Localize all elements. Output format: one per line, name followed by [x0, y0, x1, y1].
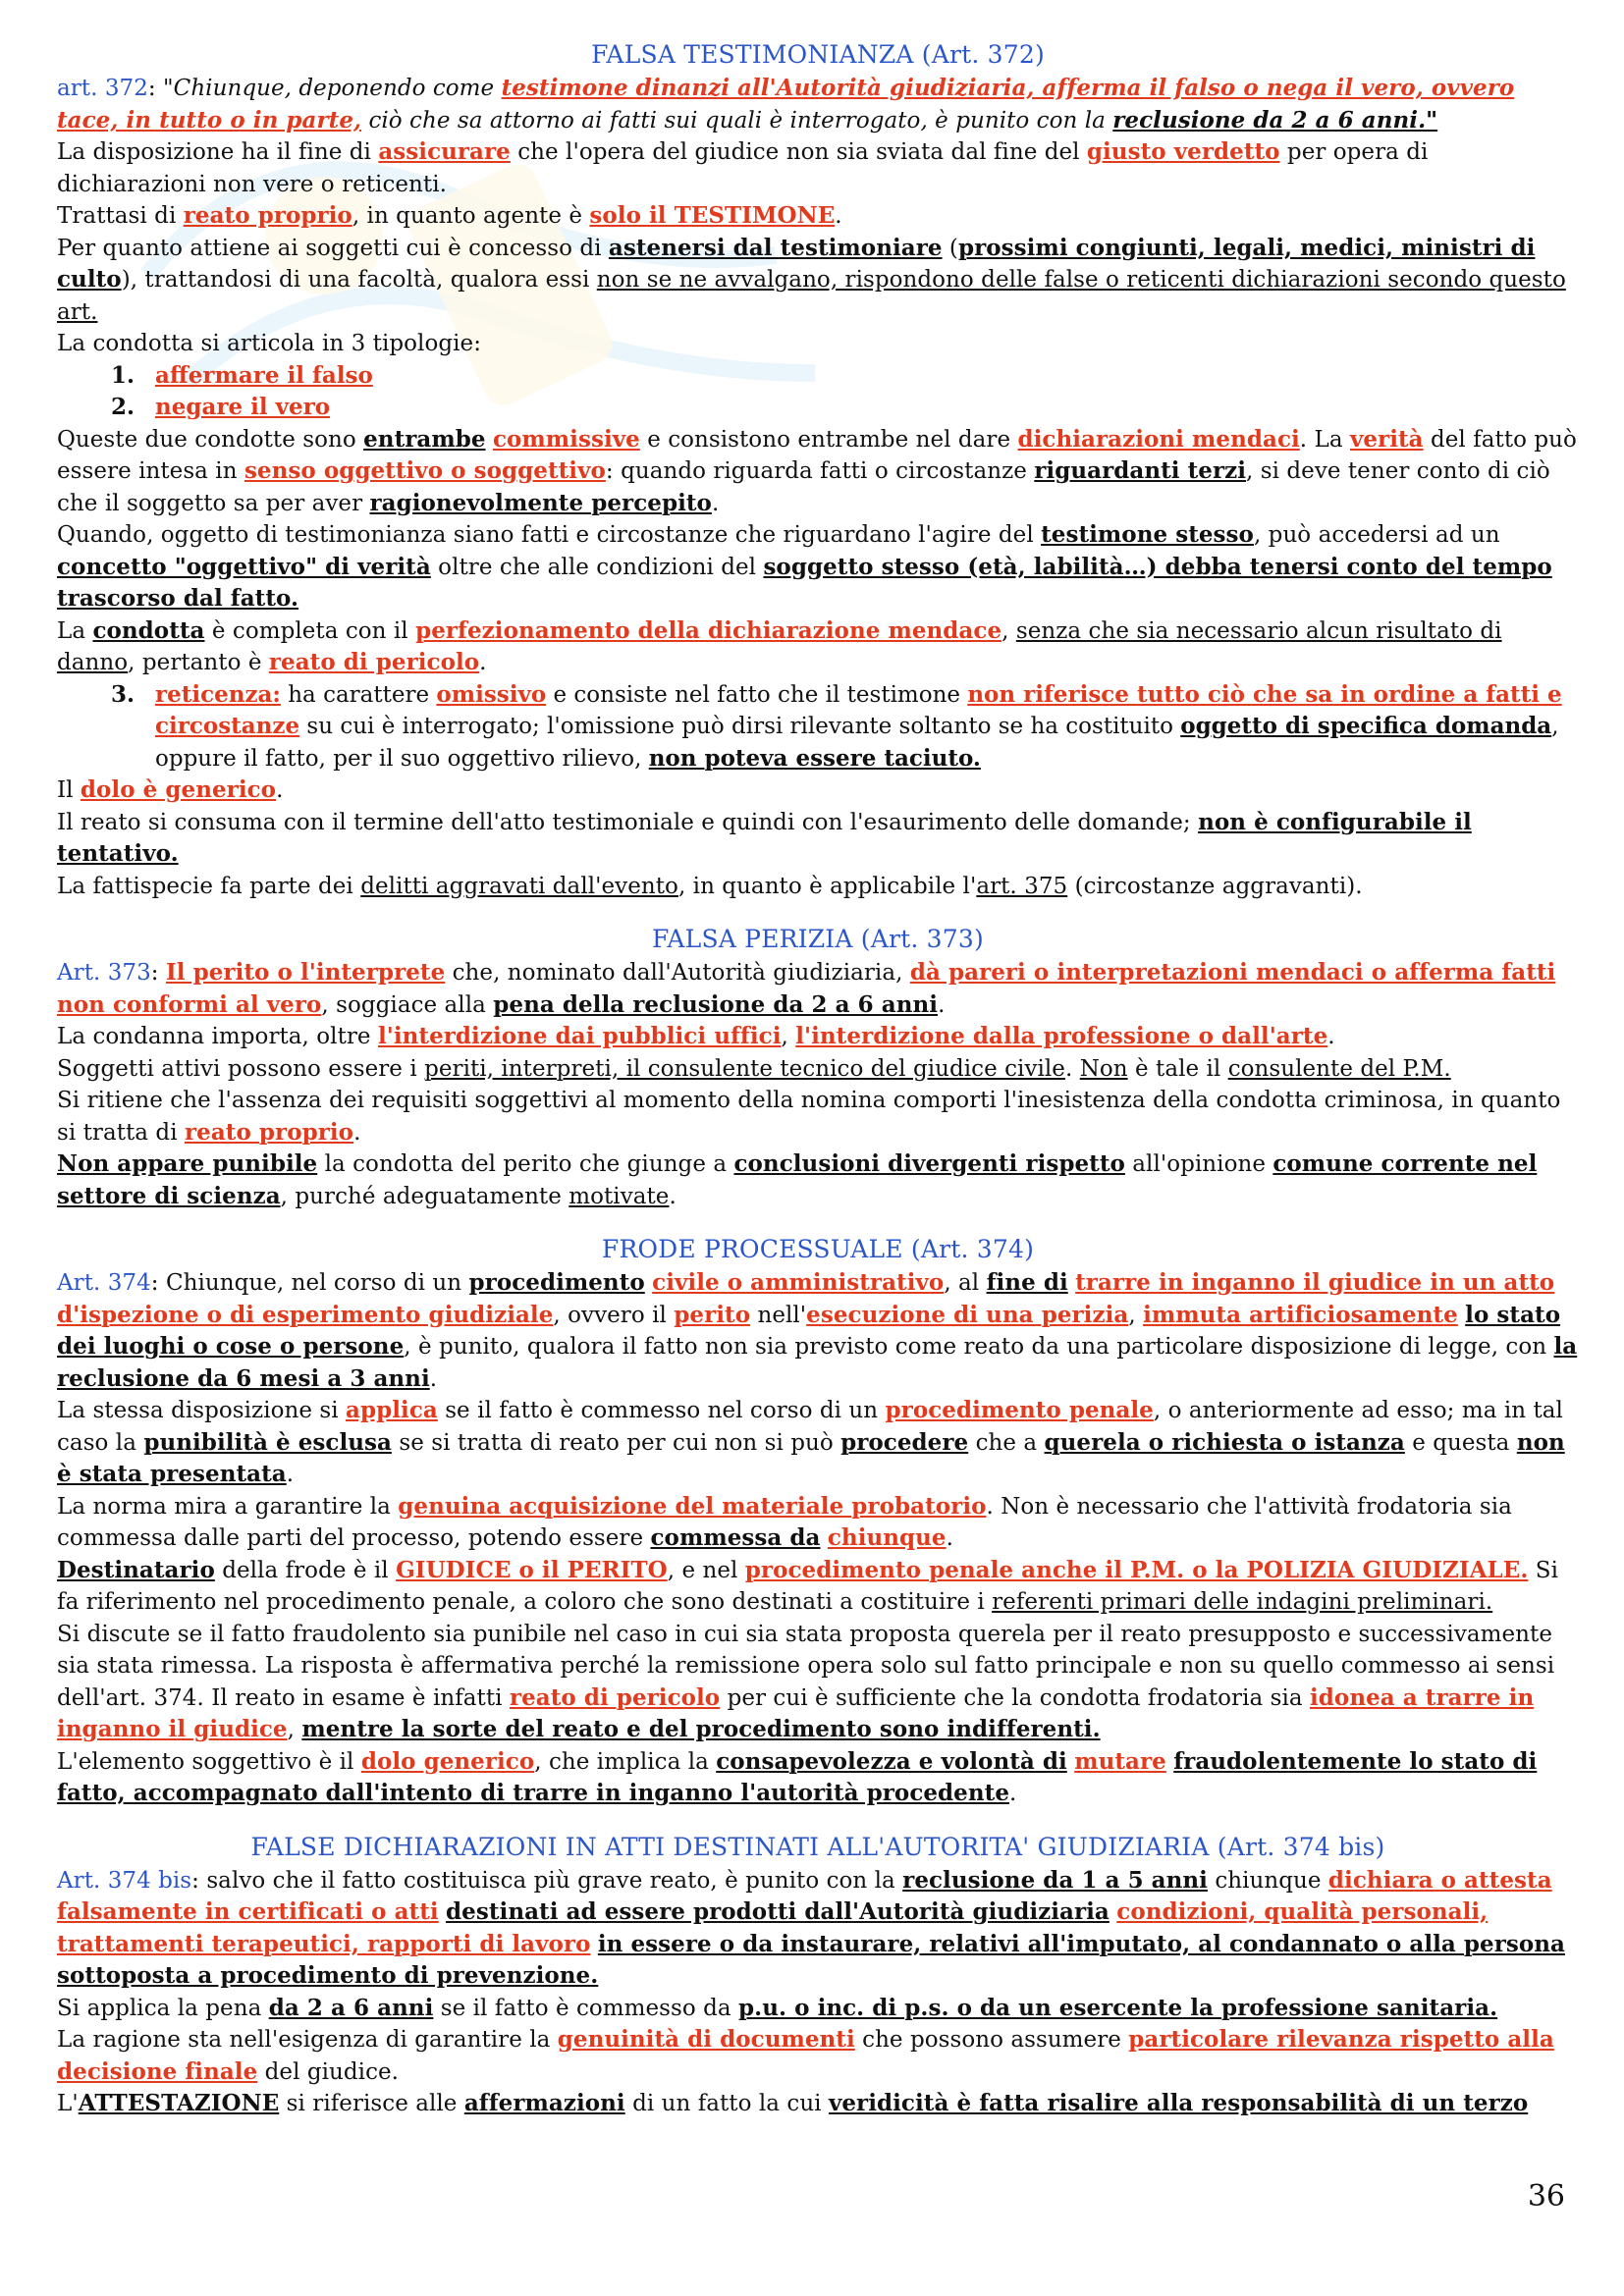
text-run: Il [57, 777, 81, 803]
text-run: mentre la sorte del reato e del procedimento sono indifferenti. [301, 1716, 1101, 1742]
text-run: oggetto di specifica domanda [1180, 713, 1552, 739]
text-run: . [946, 1525, 953, 1551]
paragraph [57, 871, 1579, 903]
text-run: immuta artificiosamente [1143, 1301, 1458, 1328]
text-run: all'opinione [1124, 1151, 1273, 1177]
section-title: FALSA TESTIMONIANZA (Art. 372) [591, 40, 1045, 69]
text-run: consulente del P.M. [1227, 1055, 1451, 1082]
text-run: La stessa disposizione si [57, 1398, 347, 1423]
text-run: testimone dinanzi all'Autorità giudiziaria, afferma il falso o nega il vero, ovvero tace, in tutto o in parte, [57, 75, 1515, 133]
text-run: procedimento penale [885, 1397, 1154, 1423]
text-run: , oppure il fatto, per il suo oggettivo rilievo, [155, 714, 1559, 772]
numbered-list [57, 679, 1579, 775]
text-run: , [287, 1717, 302, 1742]
paragraph [57, 73, 1579, 136]
text-run: nell' [750, 1302, 807, 1328]
text-run: . [711, 490, 720, 516]
text-run: mutare [1074, 1747, 1166, 1775]
text-run: ), trattandosi di una facoltà, qualora essi [121, 267, 597, 293]
document-page [57, 39, 1579, 2142]
text-run: che, nominato dall'Autorità giudiziaria, [445, 960, 910, 986]
text-run: reato proprio [183, 202, 352, 229]
list-item [57, 679, 1579, 775]
text-run: L' [57, 2091, 79, 2116]
text-run [590, 1932, 597, 1957]
text-run: Trattasi di [57, 203, 184, 229]
text-run: non se ne avvalgano, rispondono delle false o reticenti dichiarazioni secondo questo art. [57, 267, 1566, 325]
text-run: fine di [986, 1269, 1068, 1296]
paragraph [57, 200, 1579, 233]
text-run: che l'opera del giudice non sia sviata dal fine del [510, 139, 1087, 165]
paragraph [57, 1993, 1579, 2025]
page-number: 36 [1527, 2179, 1565, 2214]
text-run: . [835, 203, 842, 229]
text-run: La fattispecie fa parte dei [57, 873, 361, 899]
text-run: dolo generico [360, 1747, 535, 1775]
text-run: motivate [568, 1183, 670, 1209]
text-run: . [429, 1365, 438, 1392]
text-run: Si applica la pena [57, 1995, 269, 2021]
text-run: in essere o da instaurare, relativi all'imputato, al condannato o alla persona sottoposta a procedimento di prevenzione. [57, 1930, 1565, 1989]
text-run: La condanna importa, oltre [57, 1024, 378, 1049]
text-run: . [286, 1462, 295, 1487]
paragraph [57, 233, 1579, 329]
text-run: genuinità di documenti [557, 2026, 855, 2053]
text-run: La disposizione ha il fine di [57, 139, 379, 165]
text-run: periti, interpreti, il consulente tecnico del giudice civile [424, 1055, 1065, 1082]
text-run: pena della reclusione da 2 a 6 anni [493, 990, 939, 1018]
paragraph [57, 1267, 1579, 1395]
text-run: chiunque [827, 1524, 947, 1551]
section [57, 1234, 1579, 1810]
text-run: e consiste nel fatto che il testimone [546, 681, 968, 708]
text-run: l'interdizione dalla professione o dall'arte [795, 1023, 1328, 1049]
text-run: La condotta si articola in 3 tipologie: [57, 331, 481, 356]
text-run: p.u. o inc. di p.s. o da un esercente la professione sanitaria. [738, 1994, 1498, 2021]
text-run: consapevolezza e volontà di [716, 1747, 1067, 1775]
text-run: da 2 a 6 anni [268, 1994, 434, 2021]
text-run [439, 1899, 446, 1925]
text-run: . [1009, 1781, 1017, 1806]
text-run: procedere [840, 1428, 969, 1456]
paragraph [57, 615, 1579, 679]
text-run: perfezionamento della dichiarazione mendace [415, 616, 1002, 644]
paragraph [57, 1148, 1579, 1212]
text-run: Queste due condotte sono [57, 426, 364, 453]
text-run: destinati ad essere prodotti dall'Autorità giudiziaria [446, 1898, 1110, 1925]
paragraph [57, 424, 1579, 520]
text-run: Art. 374 bis [57, 1867, 192, 1894]
paragraph [57, 774, 1579, 807]
text-run: esecuzione di una perizia [806, 1301, 1129, 1328]
text-run: . [479, 650, 487, 675]
text-run: del fatto può essere intesa in [57, 426, 1577, 484]
text-run: , [781, 1024, 796, 1049]
text-run: art. 372 [57, 76, 148, 101]
text-run: condotta [92, 616, 205, 644]
text-run: , al [944, 1270, 987, 1296]
text-run: ciò che sa attorno ai fatti sui quali è interrogato, è punito con la [361, 107, 1113, 133]
text-run: conclusioni divergenti rispetto [733, 1150, 1125, 1177]
text-run: e questa [1404, 1429, 1517, 1456]
paragraph [57, 1619, 1579, 1746]
list-number: 2. [111, 394, 135, 420]
paragraph [57, 1021, 1579, 1053]
text-run: reato di pericolo [509, 1683, 721, 1711]
text-run: condizioni, qualità personali, trattamenti terapeutici, rapporti di lavoro [57, 1898, 1489, 1957]
section-title: FALSA PERIZIA (Art. 373) [652, 925, 984, 953]
text-run: lo stato dei luoghi o cose o persone [57, 1301, 1561, 1360]
text-run: reticenza: [155, 680, 281, 708]
paragraph [57, 328, 1579, 360]
text-run: non riferisce tutto ciò che sa in ordine a fatti e circostanze [155, 680, 1562, 739]
text-run: procedimento penale anche il P.M. o la POLIZIA GIUDIZIALE. [744, 1556, 1529, 1583]
text-run: testimone stesso [1041, 521, 1254, 548]
text-run: di un fatto la cui [624, 2091, 829, 2116]
text-run: referenti primari delle indagini preliminari. [992, 1589, 1493, 1615]
text-run: è tale il [1127, 1055, 1228, 1082]
text-run: l'interdizione dai pubblici uffici [377, 1023, 782, 1049]
text-run: che possono assumere [854, 2027, 1129, 2053]
text-run: querela o richiesta o istanza [1044, 1428, 1405, 1456]
list-item [57, 360, 1579, 393]
text-run: solo il TESTIMONE [589, 202, 836, 229]
text-run: se il fatto è commesso da [433, 1995, 739, 2021]
text-run: Non appare punibile [57, 1150, 318, 1177]
text-run: del giudice. [257, 2058, 400, 2085]
text-run: Art. 374 [57, 1270, 151, 1296]
text-run: reato proprio [184, 1118, 354, 1146]
text-run: . La [1299, 426, 1350, 453]
text-run: prossimi congiunti, legali, medici, ministri di culto [57, 234, 1536, 293]
text-run: . [938, 991, 946, 1018]
text-run: L'elemento soggettivo è il [57, 1748, 361, 1775]
text-run: La ragione sta nell'esigenza di garantire la [57, 2027, 558, 2053]
text-run: (circostanze aggravanti). [1067, 873, 1363, 899]
paragraph [57, 1555, 1579, 1619]
text-run: non è configurabile il tentativo. [57, 808, 1472, 867]
text-run: ragionevolmente percepito [369, 489, 712, 516]
text-run: riguardanti terzi [1034, 457, 1247, 484]
text-run: . Non è necessario che l'attività frodatoria sia commessa dalle parti del processo, potendo essere [57, 1493, 1512, 1551]
text-run: . [276, 777, 284, 803]
text-run: non è stata presentata [57, 1428, 1565, 1487]
text-run: Quando, oggetto di testimonianza siano fatti e circostanze che riguardano l'agire del [57, 522, 1042, 548]
text-run: art. 375 [976, 873, 1068, 899]
paragraph [57, 957, 1579, 1021]
text-run: La [57, 617, 93, 644]
text-run: Il reato si consuma con il termine dell'atto testimoniale e quindi con l'esaurimento delle domande; [57, 809, 1199, 835]
text-run: . [353, 1119, 361, 1146]
text-run: , purché adeguatamente [280, 1183, 569, 1209]
text-run: : " [147, 76, 174, 101]
text-run: . [669, 1183, 677, 1209]
text-run: oltre che alle condizioni del [430, 554, 764, 580]
text-run: idonea a trarre in inganno il giudice [57, 1683, 1535, 1742]
text-run: : [150, 960, 166, 986]
text-run: commissive [492, 425, 640, 453]
text-run: , [1128, 1302, 1144, 1328]
text-run: , pertanto è [128, 650, 269, 675]
text-run: della frode è il [214, 1557, 397, 1583]
text-run: si riferisce alle [279, 2091, 464, 2116]
text-run: per opera di dichiarazioni non vere o reticenti. [57, 139, 1429, 197]
text-run: reclusione da 1 a 5 anni [902, 1866, 1208, 1894]
text-run: dichiarazioni mendaci [1017, 425, 1300, 453]
numbered-list [57, 360, 1579, 424]
text-run: è completa con il [204, 617, 416, 644]
text-run: affermazioni [463, 2090, 625, 2116]
text-run [821, 1525, 828, 1551]
section [57, 1832, 1579, 2120]
text-run: trarre in inganno il giudice in un atto d'ispezione o di esperimento giudiziale [57, 1269, 1555, 1328]
text-run: Chiunque, deponendo come [173, 76, 502, 101]
text-run: omissivo [436, 680, 547, 708]
section [57, 39, 1579, 902]
text-run: giusto verdetto [1086, 138, 1280, 165]
paragraph [57, 1053, 1579, 1086]
text-run: commessa da [650, 1524, 821, 1551]
text-run: GIUDICE o il PERITO [396, 1556, 668, 1583]
text-run: , in quanto è applicabile l' [677, 873, 977, 899]
text-run: perito [674, 1301, 751, 1328]
text-run: , che implica la [534, 1748, 717, 1775]
text-run: verità [1349, 425, 1424, 453]
paragraph [57, 1865, 1579, 1993]
text-run: astenersi dal testimoniare [608, 234, 943, 261]
section-title: FRODE PROCESSUALE (Art. 374) [601, 1235, 1035, 1263]
text-run: dichiara o attesta falsamente in certificati o atti [57, 1866, 1552, 1925]
text-run: reato di pericolo [268, 649, 480, 675]
paragraph [57, 519, 1579, 615]
text-run: entrambe [363, 425, 486, 453]
paragraph [57, 1395, 1579, 1491]
text-run: dolo è generico [80, 776, 277, 803]
text-run [486, 427, 493, 453]
paragraph [57, 1085, 1579, 1148]
paragraph [57, 1746, 1579, 1810]
text-run: ( [942, 235, 958, 261]
text-run: la condotta del perito che giunge a [317, 1151, 734, 1177]
text-run: concetto "oggettivo" di verità [57, 553, 431, 580]
text-run: per cui è sufficiente che la condotta frodatoria sia [720, 1684, 1311, 1711]
text-run: senso oggettivo o soggettivo [244, 457, 606, 484]
text-run: veridicità è fatta risalire alla responsabilità di un terzo [828, 2090, 1529, 2116]
text-run: , e nel [667, 1557, 745, 1583]
list-item [57, 392, 1579, 424]
text-run: genuina acquisizione del materiale probatorio [398, 1492, 987, 1520]
text-run: Per quanto attiene ai soggetti cui è concesso di [57, 235, 609, 261]
paragraph [57, 2024, 1579, 2088]
text-run: soggetto stesso (età, labilità…) debba tenersi conto del tempo trascorso dal fatto. [57, 553, 1552, 612]
text-run: : quando riguarda fatti o circostanze [605, 458, 1035, 484]
text-run: : Chiunque, nel corso di un [150, 1270, 469, 1296]
text-run: , soggiace alla [321, 991, 494, 1018]
text-run: , può accedersi ad un [1253, 522, 1500, 548]
text-run: , è punito, qualora il fatto non sia previsto come reato da una particolare disposizione di legge, con [404, 1334, 1554, 1360]
text-run: e consistono entrambe nel dare [639, 426, 1018, 453]
text-run: Si discute se il fatto fraudolento sia punibile nel caso in cui sia stata proposta querela per il reato presupposto e successivamente sia stata rimessa. La risposta è affermativa perché la remissione opera solo sul fatto principale e non su quello commesso ai sensi dell'art. 374. Il reato in esame è infatti [57, 1621, 1555, 1711]
paragraph [57, 807, 1579, 871]
text-run: ATTESTAZIONE [78, 2090, 280, 2116]
list-number: 3. [111, 680, 135, 708]
text-run: se si tratta di reato per cui non si può [391, 1429, 841, 1456]
text-run: , o anteriormente ad esso; ma in tal caso la [57, 1398, 1563, 1456]
text-run: dà pareri o interpretazioni mendaci o afferma fatti non conformi al vero [57, 959, 1556, 1018]
text-run: comune corrente nel settore di scienza [57, 1150, 1538, 1209]
text-run: non poteva essere taciuto. [648, 744, 981, 772]
text-run: affermare il falso [155, 361, 373, 389]
paragraph [57, 1491, 1579, 1555]
text-run: , [1001, 617, 1016, 644]
text-run: senza che sia necessario alcun risultato di danno [57, 617, 1502, 675]
text-run: ha carattere [280, 681, 437, 708]
section-title: FALSE DICHIARAZIONI IN ATTI DESTINATI ALL'AUTORITA' GIUDIZIARIA (Art. 374 bis) [250, 1832, 1385, 1861]
text-run: , si deve tener conto di ciò che il soggetto sa per aver [57, 458, 1550, 516]
text-run: assicurare [378, 138, 511, 165]
section [57, 924, 1579, 1212]
text-run: La norma mira a garantire la [57, 1493, 399, 1520]
text-run: Si fa riferimento nel procedimento penale, a coloro che sono destinati a costituire i [57, 1557, 1558, 1615]
text-run: Non [1079, 1055, 1128, 1082]
text-run: . [1064, 1055, 1080, 1082]
text-run: procedimento [468, 1269, 645, 1296]
text-run: particolare rilevanza rispetto alla decisione finale [57, 2026, 1554, 2085]
text-run: delitti aggravati dall'evento [360, 873, 678, 899]
text-run: punibilità è esclusa [143, 1428, 392, 1456]
text-run: Art. 373 [57, 960, 151, 986]
text-run: , in quanto agente è [352, 203, 590, 229]
text-run: Il perito o l'interprete [165, 959, 446, 986]
text-run: , ovvero il [553, 1302, 675, 1328]
text-run: negare il vero [155, 394, 331, 420]
text-run: chiunque [1207, 1867, 1328, 1894]
text-run: Destinatario [57, 1556, 215, 1583]
text-run: civile o amministrativo [652, 1269, 945, 1296]
text-run: su cui è interrogato; l'omissione può dirsi rilevante soltanto se ha costituito [299, 714, 1181, 739]
text-run: fraudolentemente lo stato di fatto, accompagnato dall'intento di trarre in inganno l'autorità procedente [57, 1747, 1538, 1806]
text-run: . [1327, 1024, 1335, 1049]
text-run: applica [346, 1397, 438, 1423]
text-run: la reclusione da 6 mesi a 3 anni [57, 1333, 1578, 1392]
list-number: 1. [111, 361, 135, 389]
text-run: : salvo che il fatto costituisca più grave reato, è punito con la [191, 1867, 903, 1894]
text-run: che a [968, 1429, 1045, 1456]
paragraph [57, 2088, 1579, 2120]
text-run: reclusione da 2 a 6 anni." [1112, 106, 1438, 133]
text-run: Soggetti attivi possono essere i [57, 1055, 425, 1082]
text-run: se il fatto è commesso nel corso di un [437, 1398, 886, 1423]
paragraph [57, 136, 1579, 200]
text-run: Si ritiene che l'assenza dei requisiti soggettivi al momento della nomina comporti l'inesistenza della condotta criminosa, in quanto si tratta di [57, 1088, 1561, 1146]
